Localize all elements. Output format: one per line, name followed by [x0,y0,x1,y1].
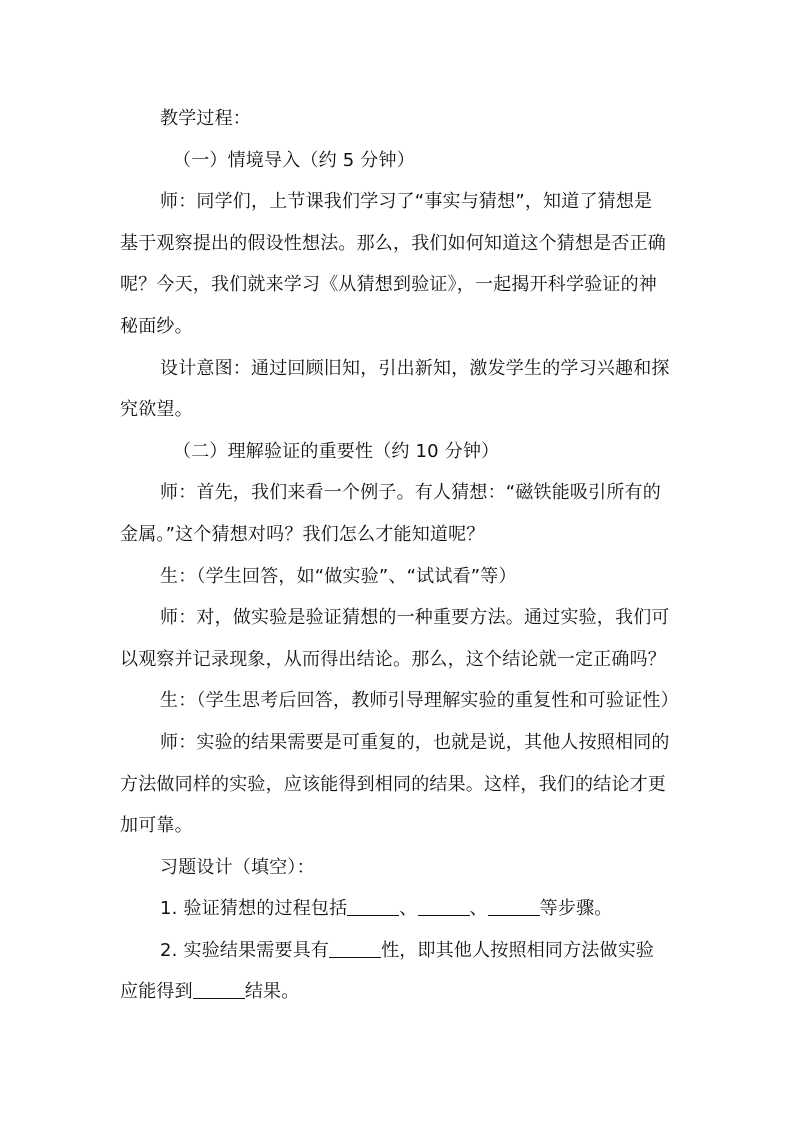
paragraph-line: 师：首先，我们来看一个例子。有人猜想：“磁铁能吸引所有的 [160,482,661,504]
document-body [120,98,679,1013]
exercise-text: 结果。 [244,981,300,1003]
teaching-process-heading: 教学过程： [160,108,251,129]
fill-blank[interactable] [418,899,470,916]
exercise-text: 2. 实验结果需要具有 [160,939,330,961]
paragraph-line: 师：同学们，上节课我们学习了“事实与猜想”，知道了猜想是 [160,191,653,213]
paragraph-line: 师：实验的结果需要是可重复的，也就是说，其他人按照相同的 [160,731,670,753]
paragraph-line: 秘面纱。 [120,315,193,337]
fill-blank[interactable] [329,941,381,958]
paragraph-line: 基于观察提出的假设性想法。那么，我们如何知道这个猜想是否正确 [120,232,666,254]
paragraph-line: 呢？今天，我们就来学习《从猜想到验证》，一起揭开科学验证的神 [120,274,657,296]
exercise-text: 等步骤。 [539,898,613,920]
exercise-separator: 、 [399,898,418,920]
exercise-item-2-continued [120,971,676,1013]
exercise-item-2 [120,930,676,972]
exercise-item-1 [120,888,676,930]
fill-blank[interactable] [488,899,540,916]
design-intent-line: 设计意图：通过回顾旧知，引出新知，激发学生的学习兴趣和探 [160,357,670,379]
paragraph-line: 加可靠。 [120,815,193,837]
student-response-line: 生：（学生回答，如“做实验”、“试试看”等） [160,565,517,587]
exercise-text: 应能得到 [120,981,193,1003]
section-two-heading: （二）理解验证的重要性（约 10 分钟） [173,440,500,462]
paragraph-line: 金属。”这个猜想对吗？我们怎么才能知道呢？ [120,523,485,545]
design-intent-line: 究欲望。 [120,399,193,421]
fill-blank[interactable] [193,982,245,999]
paragraph-line: 以观察并记录现象，从而得出结论。那么，这个结论就一定正确吗？ [120,648,666,670]
student-response-line: 生：（学生思考后回答，教师引导理解实验的重复性和可验证性） [160,690,679,712]
exercise-separator: 、 [469,898,488,920]
fill-blank[interactable] [347,899,399,916]
paragraph-line: 方法做同样的实验，应该能得到相同的结果。这样，我们的结论才更 [120,773,666,795]
section-one-heading: （一）情境导入（约 5 分钟） [173,149,415,171]
exercise-design-heading: 习题设计（填空）： [160,856,315,878]
exercise-text: 1. 验证猜想的过程包括 [160,898,348,920]
paragraph-line: 师：对，做实验是验证猜想的一种重要方法。通过实验，我们可 [160,607,670,629]
exercise-text: 性，即其他人按照相同方法做实验 [381,939,655,961]
